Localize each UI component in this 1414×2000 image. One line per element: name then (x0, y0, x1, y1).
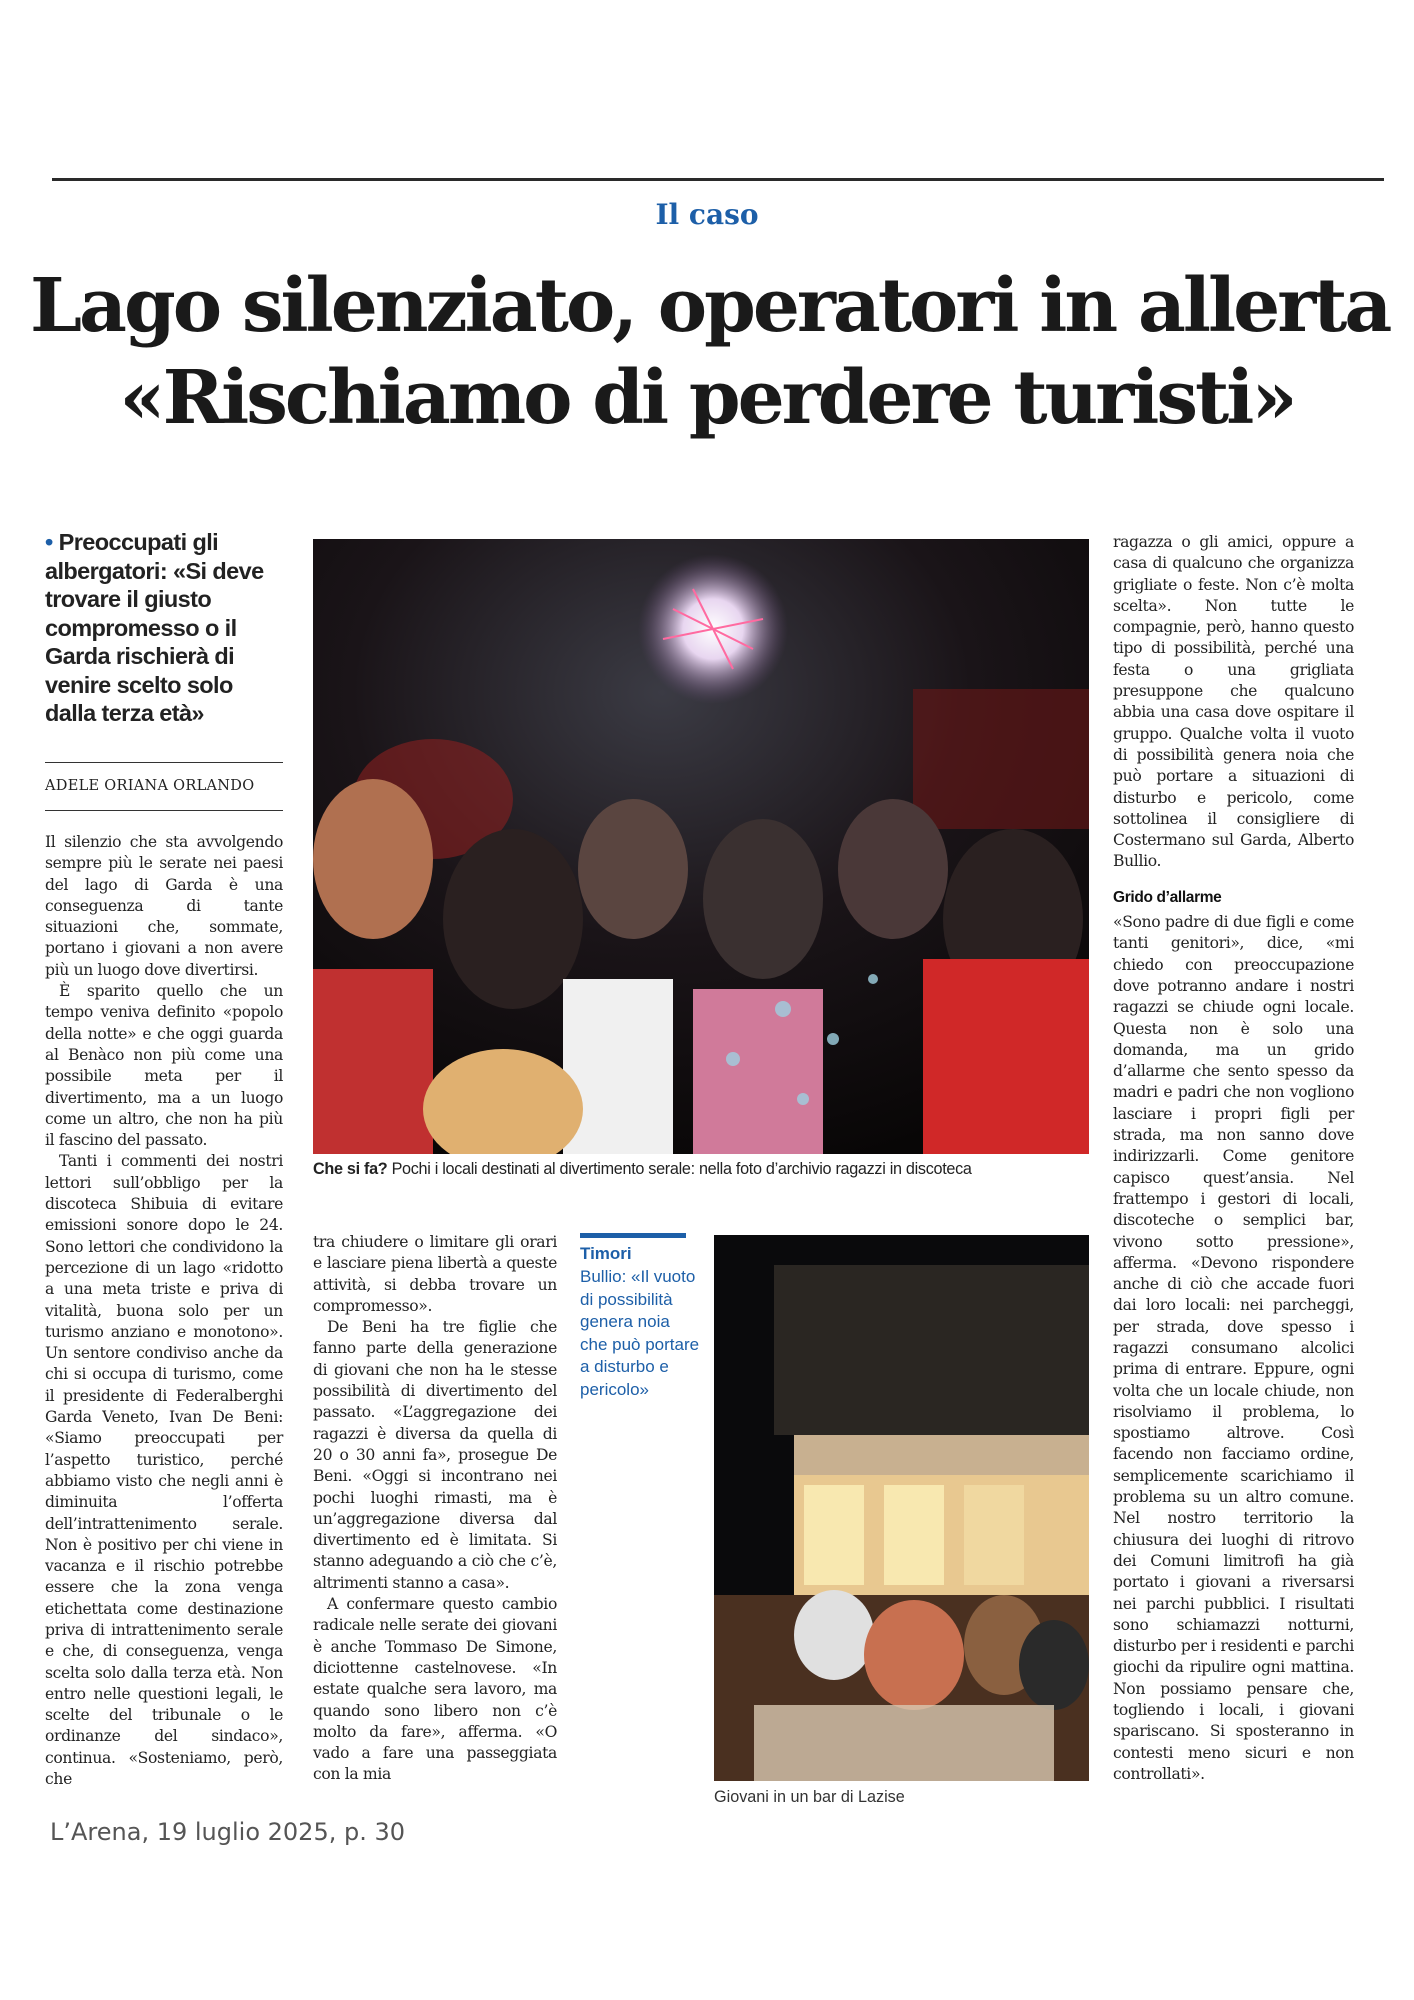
bullet-icon: • (45, 529, 53, 555)
bar-photo (714, 1235, 1089, 1781)
subtitle-text: Preoccupati gli albergatori: «Si deve trovare il giusto compromesso o il Garda rischierà di venire scelto solo dalla terza età» (45, 529, 264, 726)
byline-rule-top (45, 762, 283, 763)
sidebar-rule (580, 1233, 686, 1238)
top-rule (52, 178, 1384, 181)
paragraph: tra chiudere o limitare gli orari e lasciare piena libertà a queste attività, si debba trovare un compromesso». (313, 1233, 557, 1315)
byline-rule-bottom (45, 810, 283, 811)
article-column-2 (313, 1232, 557, 1786)
paragraph: Il silenzio che sta avvolgendo sempre più le serate nei paesi del lago di Garda è una conseguenza di tante situazioni che, sommate, portano i giovani a non avere più un luogo dove divertirsi. (45, 833, 283, 979)
headline (30, 260, 1390, 444)
paragraph: È sparito quello che un tempo veniva definito «popolo della notte» e che oggi guarda al Benàco non più come una possibile meta per il divertimento, ma a un luogo come un altro, che non ha più il fascino del passato. (45, 982, 283, 1150)
section-kicker: Il caso (655, 198, 759, 231)
paragraph: ragazza o gli amici, oppure a casa di qualcuno che organizza grigliate o feste. Non c’è molta scelta». Non tutte le compagnie, però, hanno questo tipo di possibilità, perché una festa o una grigliata presuppone che qualcuno abbia una casa dove ospitare il gruppo. Qualche volta il vuoto di possibilità genera noia che può portare a situazioni di disturbo e pericolo, come sottolinea il consigliere di Costermano sul Garda, Alberto Bullio. (1113, 533, 1354, 871)
source-footer: L’Arena, 19 luglio 2025, p. 30 (50, 1818, 405, 1846)
headline-line-1: Lago silenziato, operatori in allerta (30, 263, 1390, 349)
byline: ADELE ORIANA ORLANDO (45, 778, 255, 794)
sidebar-quote: Bullio: «Il vuoto di possibilità genera noia che può portare a disturbo e pericolo» (580, 1267, 700, 1399)
paragraph: De Beni ha tre figlie che fanno parte della generazione di giovani che non ha le stesse possibilità di divertimento del passato. «L’aggregazione dei ragazzi è diversa da quella di 20 o 30 anni fa», prosegue De Beni. «Oggi si incontrano nei pochi luoghi rimasti, ma è un’aggregazione diversa dal divertimento ed è limitata. Si stanno adeguando a ciò che c’è, altrimenti stanno a casa». (313, 1318, 557, 1592)
photo1-caption (313, 1160, 1113, 1179)
disco-photo-image (313, 539, 1089, 1154)
bar-photo-image (714, 1235, 1089, 1781)
article-column-3 (1113, 532, 1354, 1785)
subtitle (45, 528, 285, 728)
caption-lead: Che si fa? (313, 1160, 388, 1178)
paragraph: Tanti i commenti dei nostri lettori sull’obbligo per la discoteca Shibuia di evitare emissioni sonore dopo le 24. Sono lettori che condividono la percezione di un lago «ridotto a una meta triste e priva di vitalità, buona solo per un turismo anziano e monotono». Un sentore condiviso anche da chi si occupa di turismo, come il presidente di Federalberghi Garda Veneto, Ivan De Beni: «Siamo preoccupati per l’aspetto turistico, perché abbiamo visto che negli anni è diminuita l’offerta dell’intrattenimento serale. Non è positivo per chi viene in vacanza e il rischio potrebbe essere che la zona venga etichettata come destinazione priva di intrattenimento serale e che, di conseguenza, venga scelta solo dalla terza età. Non entro nelle questioni legali, le scelte del tribunale o le ordinanze del sindaco», continua. «Sosteniamo, però, che (45, 1152, 283, 1789)
photo2-caption: Giovani in un bar di Lazise (714, 1788, 905, 1806)
article-column-1 (45, 832, 283, 1790)
caption-text: Pochi i locali destinati al divertimento serale: nella foto d’archivio ragazzi in discoteca (391, 1160, 972, 1178)
sidebar-title: Timori (580, 1244, 632, 1263)
section-heading: Grido d’allarme (1113, 888, 1222, 906)
paragraph: «Sono padre di due figli e come tanti genitori», dice, «mi chiedo con preoccupazione dove potranno andare i nostri ragazzi se chiude ogni locale. Questa non è solo una domanda, ma un grido d’allarme che sento spesso da madri e padri che non vogliono lasciare i propri figli per strada, ma non sanno dove indirizzarli. Come genitore capisco quest’ansia. Nel frattempo i gestori di locali, discoteche o semplici bar, vivono sotto pressione», afferma. «Devono rispondere anche di ciò che accade fuori dai loro locali: nei parcheggi, per strada, dove spesso i ragazzi consumano alcolici prima di entrare. Eppure, ogni volta che un locale chiude, non risolviamo il problema, lo spostiamo altrove. Così facendo non facciamo ordine, semplicemente scarichiamo il problema su un altro comune. Nel nostro territorio la chiusura dei luoghi di ritrovo dei Comuni limitrofi ha già portato i giovani a riversarsi nei parchi pubblici. I risultati sono schiamazzi notturni, disturbo per i residenti e parchi giochi da ripulire ogni mattina. Non possiamo pensare che, togliendo i locali, i giovani spariscano. Si sposteranno in contesti meno sicuri e non controllati». (1113, 913, 1354, 1783)
disco-photo (313, 539, 1089, 1154)
paragraph: A confermare questo cambio radicale nelle serate dei giovani è anche Tommaso De Simone, diciottenne castelnovese. «In estate qualche sera lavoro, ma quando sono libero non c’è molto da fare», afferma. «O vado a fare una passeggiata con la mia (313, 1595, 557, 1784)
headline-line-2: «Rischiamo di perdere turisti» (119, 355, 1295, 441)
